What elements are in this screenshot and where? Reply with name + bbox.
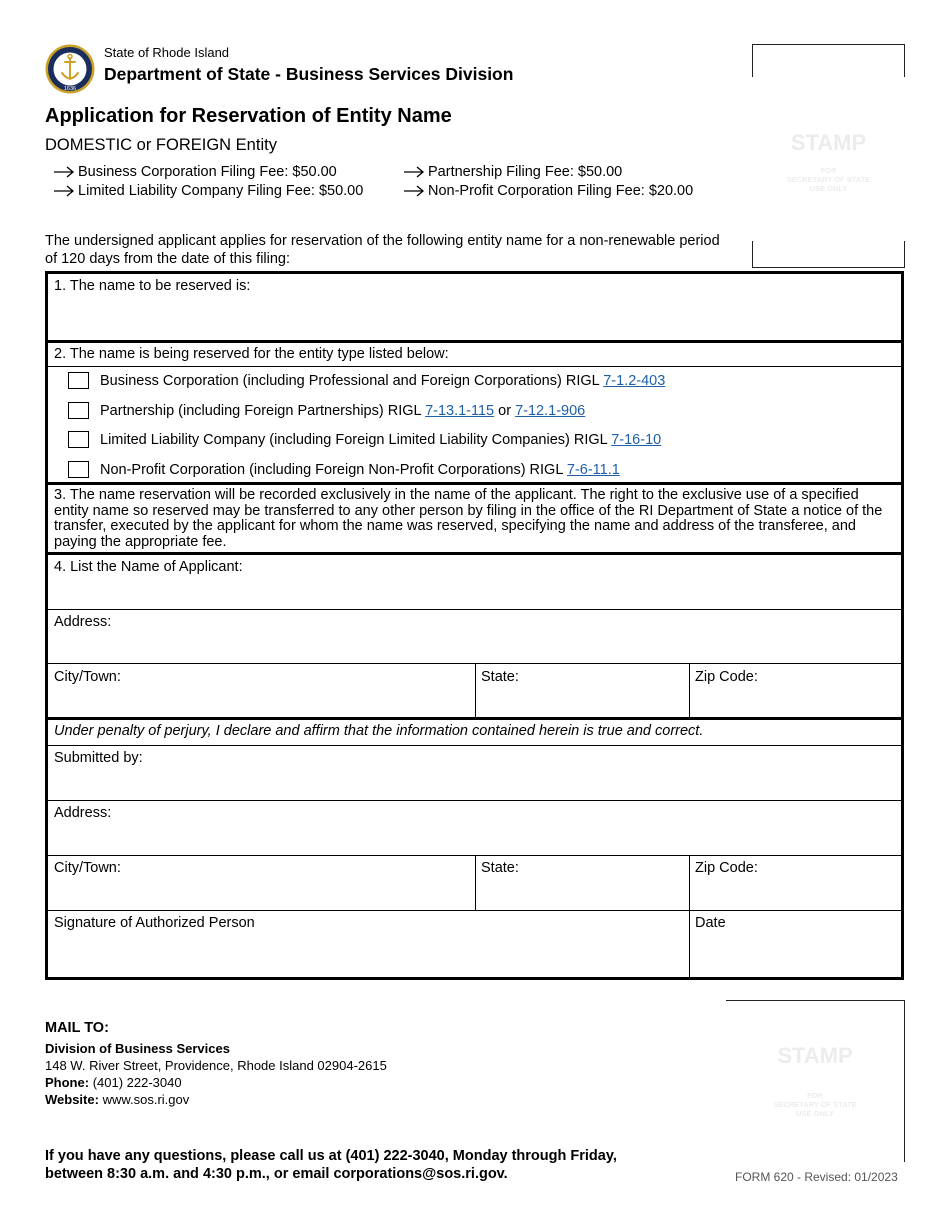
submitter-city-label: City/Town:: [54, 860, 121, 876]
stamp-note-line1: FOR: [820, 166, 837, 175]
entity-option-business-corporation: Business Corporation (including Professional and Foreign Corporations) RIGL 7-1.2-403: [68, 372, 665, 389]
link-rigl-7-12.1-906[interactable]: 7-12.1-906: [515, 402, 586, 419]
perjury-statement: Under penalty of perjury, I declare and affirm that the information contained herein is true and correct.: [54, 723, 704, 739]
fee-partnership: Partnership Filing Fee: $50.00: [403, 164, 622, 180]
contact-questions: If you have any questions, please call us at (401) 222-3040, Monday through Friday, between 8:30 a.m. and 4:30 p.m., or email corporations@sos.ri.gov.: [45, 1148, 617, 1182]
date-label: Date: [695, 915, 726, 931]
fee-llc: Limited Liability Company Filing Fee: $50.00: [53, 183, 363, 199]
stamp-note-line3: USE ONLY: [796, 1109, 834, 1118]
q2-label: 2. The name is being reserved for the entity type listed below:: [54, 346, 449, 362]
fee-non-profit: Non-Profit Corporation Filing Fee: $20.00: [403, 183, 693, 199]
q4-applicant-name-label: 4. List the Name of Applicant:: [54, 559, 243, 575]
submitter-address-label: Address:: [54, 805, 112, 821]
submitted-by-label: Submitted by:: [54, 750, 143, 766]
form-number: FORM 620 - Revised: 01/2023: [735, 1170, 898, 1184]
mail-website-row: Website: www.sos.ri.gov: [45, 1092, 190, 1107]
checkbox-llc[interactable]: [68, 431, 89, 448]
mail-phone-row: Phone: (401) 222-3040: [45, 1075, 182, 1090]
page-title: Application for Reservation of Entity Name: [45, 105, 452, 127]
department-name: Department of State - Business Services Division: [104, 64, 514, 84]
fee-business-corporation: Business Corporation Filing Fee: $50.00: [53, 164, 337, 180]
stamp-area-bottom: [726, 1000, 905, 1162]
mail-to-heading: MAIL TO:: [45, 1020, 109, 1036]
applicant-city-label: City/Town:: [54, 669, 121, 685]
checkbox-business-corporation[interactable]: [68, 372, 89, 389]
stamp-note-line3: USE ONLY: [809, 184, 848, 193]
stamp-label: STAMP: [790, 130, 867, 155]
q1-label: 1. The name to be reserved is:: [54, 278, 251, 294]
entity-option-partnership: Partnership (including Foreign Partnerships) RIGL 7-13.1-115 or 7-12.1-906: [68, 402, 585, 419]
intro-text: The undersigned applicant applies for reservation of the following entity name for a non-renewable period of 120 days from the date of this filing:: [45, 233, 720, 267]
link-rigl-7-1.2-403[interactable]: 7-1.2-403: [603, 372, 666, 389]
mail-to-block: [45, 1020, 387, 1108]
arrow-right-icon: [53, 185, 75, 197]
submitter-zip-label: Zip Code:: [695, 860, 758, 876]
arrow-right-icon: [403, 166, 425, 178]
link-rigl-7-6-11.1[interactable]: 7-6-11.1: [566, 461, 620, 478]
application-form: [45, 271, 904, 980]
applicant-zip-label: Zip Code:: [695, 669, 758, 685]
state-name: State of Rhode Island: [104, 45, 230, 60]
stamp-note-line1: FOR: [807, 1091, 823, 1100]
seal-year: 1636: [63, 86, 77, 92]
arrow-right-icon: [53, 166, 75, 178]
q3-paragraph: 3. The name reservation will be recorded exclusively in the name of the applicant. The right to the exclusive use of a specified entity name so reserved may be transferred to any other person by filing in the office of the RI Department of State a notice of the transfer, executed by the applicant for whom the name was reserved, specifying the name and address of the transferee, and paying the appropriate fee.: [54, 487, 883, 550]
stamp-label: STAMP: [777, 1043, 853, 1068]
applicant-address-label: Address:: [54, 614, 112, 630]
signature-label: Signature of Authorized Person: [54, 915, 255, 931]
entity-option-llc: Limited Liability Company (including Foreign Limited Liability Companies) RIGL 7-16-10: [68, 431, 661, 448]
link-rigl-7-16-10[interactable]: 7-16-10: [611, 431, 662, 448]
rhode-island-seal-icon: [45, 44, 95, 94]
checkbox-non-profit[interactable]: [68, 461, 89, 478]
website-link[interactable]: www.sos.ri.gov: [102, 1092, 190, 1107]
submitter-state-label: State:: [481, 860, 519, 876]
arrow-right-icon: [403, 185, 425, 197]
checkbox-partnership[interactable]: [68, 402, 89, 419]
stamp-note-line2: SECRETARY OF STATE: [773, 1100, 857, 1109]
stamp-area-top: [752, 44, 905, 268]
mail-division: Division of Business Services: [45, 1041, 230, 1056]
mail-street: 148 W. River Street, Providence, Rhode Island 02904-2615: [45, 1058, 387, 1073]
applicant-state-label: State:: [481, 669, 519, 685]
entity-option-non-profit: Non-Profit Corporation (including Foreign Non-Profit Corporations) RIGL 7-6-11.1: [68, 461, 620, 478]
stamp-note-line2: SECRETARY OF STATE: [786, 175, 871, 184]
link-rigl-7-13.1-115[interactable]: 7-13.1-115: [425, 402, 495, 419]
page-subtitle: DOMESTIC or FOREIGN Entity: [45, 136, 277, 154]
